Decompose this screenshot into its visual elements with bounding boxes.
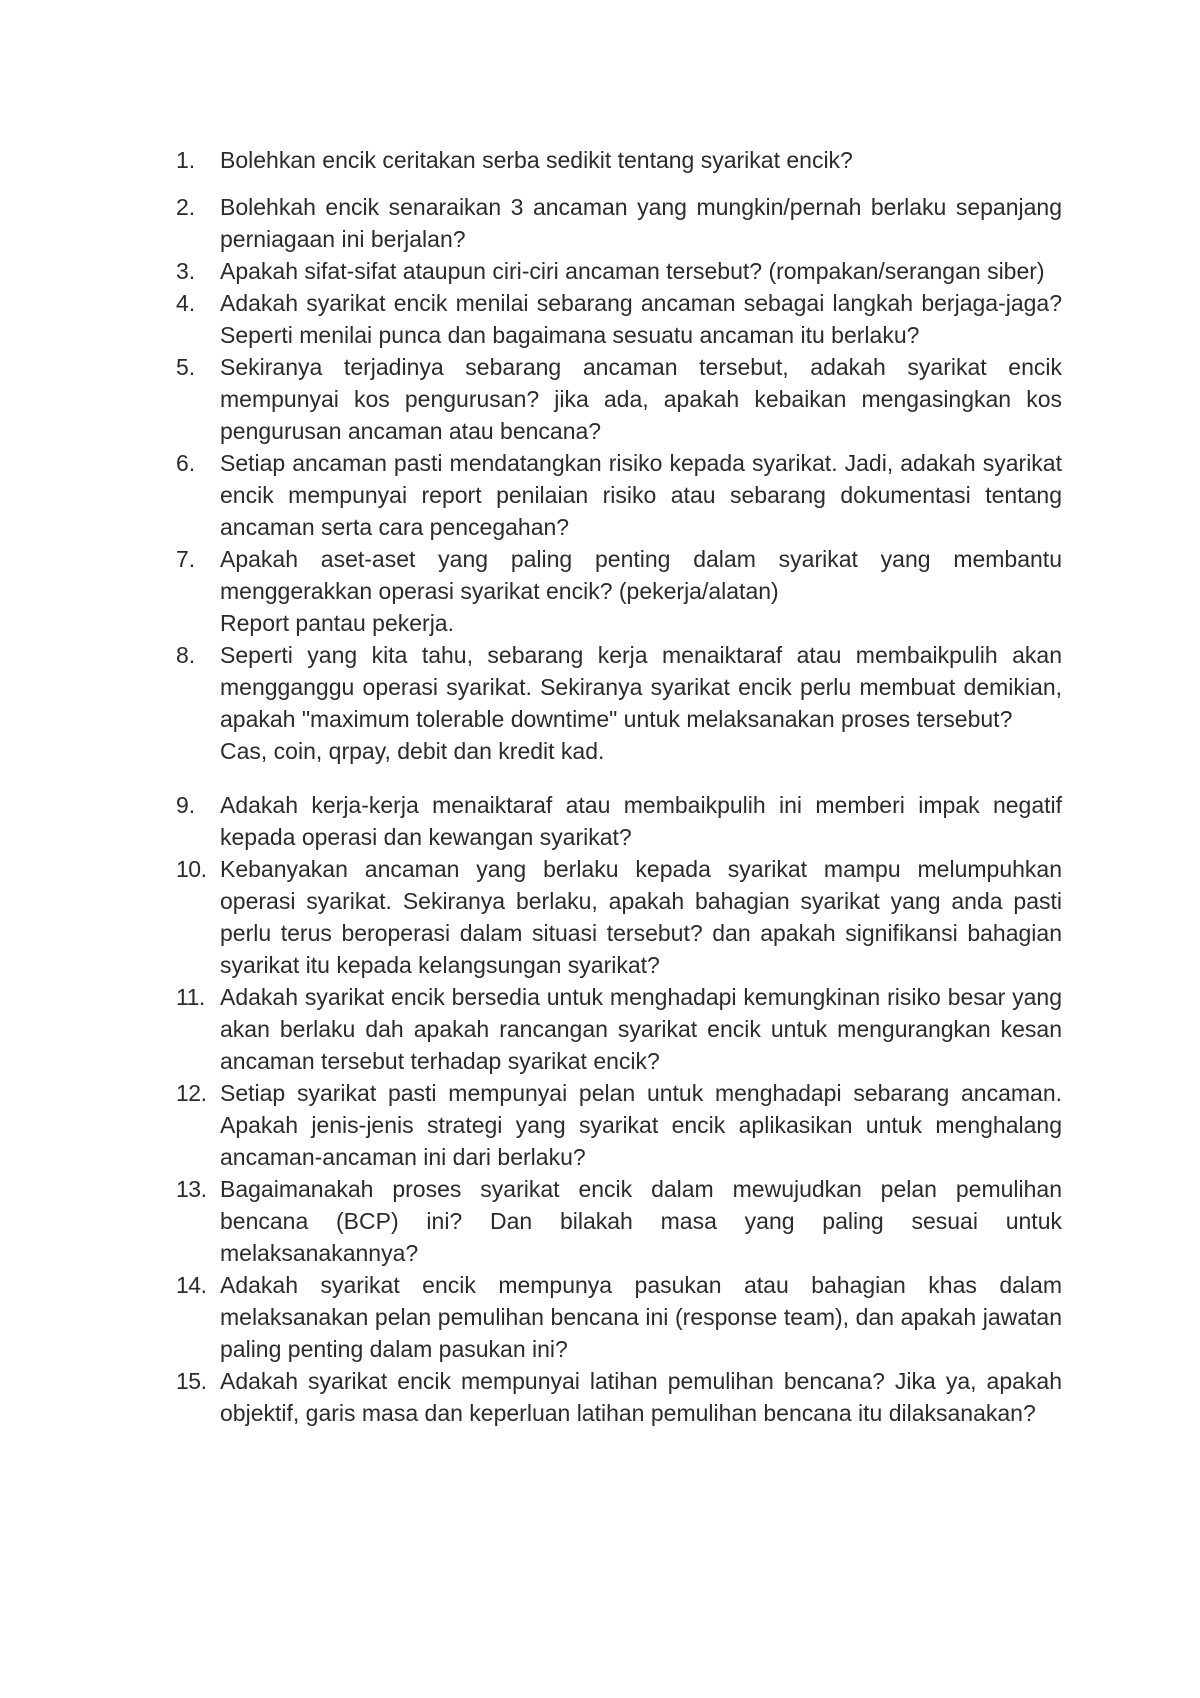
question-text: Setiap ancaman pasti mendatangkan risiko kepada syarikat. Jadi, adakah syarikat encik mempunyai report penilaian risiko atau sebarang dokumentasi tentang ancaman serta cara pencegahan? (220, 450, 1062, 540)
question-item-9 (176, 789, 1062, 853)
question-item-14 (176, 1269, 1062, 1365)
question-number: 8. (176, 642, 196, 668)
question-text: Bagaimanakah proses syarikat encik dalam mewujudkan pelan pemulihan bencana (BCP) ini? Dan bilakah masa yang paling sesuai untuk melaksanakannya? (220, 1176, 1062, 1266)
question-item-15 (176, 1365, 1062, 1429)
question-item-3 (176, 255, 1062, 287)
question-list (176, 144, 1062, 1429)
question-text: Kebanyakan ancaman yang berlaku kepada syarikat mampu melumpuhkan operasi syarikat. Sekiranya berlaku, apakah bahagian syarikat yang anda pasti perlu terus beroperasi dalam situasi tersebut? dan apakah signifikansi bahagian syarikat itu kepada kelangsungan syarikat? (220, 856, 1062, 978)
question-number: 12. (176, 1080, 207, 1106)
question-number: 2. (176, 194, 196, 220)
question-number: 10. (176, 856, 207, 882)
answer-note: Report pantau pekerja. (220, 610, 454, 636)
question-text: Adakah kerja-kerja menaiktaraf atau membaikpulih ini memberi impak negatif kepada operasi dan kewangan syarikat? (220, 792, 1062, 850)
answer-note: Cas, coin, qrpay, debit dan kredit kad. (220, 738, 605, 764)
question-item-5 (176, 351, 1062, 447)
question-item-13 (176, 1173, 1062, 1269)
question-number: 1. (176, 147, 196, 173)
question-text: Adakah syarikat encik mempunya pasukan atau bahagian khas dalam melaksanakan pelan pemulihan bencana ini (response team), dan apakah jawatan paling penting dalam pasukan ini? (220, 1272, 1062, 1362)
question-item-7 (176, 543, 1062, 639)
question-number: 3. (176, 258, 196, 284)
question-number: 7. (176, 546, 196, 572)
question-number: 4. (176, 290, 196, 316)
question-text: Apakah aset-aset yang paling penting dalam syarikat yang membantu menggerakkan operasi syarikat encik? (pekerja/alatan) (220, 546, 1062, 604)
question-text: Apakah sifat-sifat ataupun ciri-ciri ancaman tersebut? (rompakan/serangan siber) (220, 258, 1045, 284)
question-number: 11. (176, 984, 205, 1010)
question-item-8 (176, 639, 1062, 767)
question-item-4 (176, 287, 1062, 351)
question-text: Adakah syarikat encik bersedia untuk menghadapi kemungkinan risiko besar yang akan berlaku dah apakah rancangan syarikat encik untuk mengurangkan kesan ancaman tersebut terhadap syarikat encik? (220, 984, 1062, 1074)
question-item-1 (176, 144, 1062, 176)
question-text: Bolehkah encik senaraikan 3 ancaman yang mungkin/pernah berlaku sepanjang perniagaan ini berjalan? (220, 194, 1062, 252)
question-text: Sekiranya terjadinya sebarang ancaman tersebut, adakah syarikat encik mempunyai kos pengurusan? jika ada, apakah kebaikan mengasingkan kos pengurusan ancaman atau bencana? (220, 354, 1062, 444)
question-number: 13. (176, 1176, 207, 1202)
question-text: Adakah syarikat encik mempunyai latihan pemulihan bencana? Jika ya, apakah objektif, garis masa dan keperluan latihan pemulihan bencana itu dilaksanakan? (220, 1368, 1062, 1426)
question-item-10 (176, 853, 1062, 981)
question-text: Setiap syarikat pasti mempunyai pelan untuk menghadapi sebarang ancaman. Apakah jenis-jenis strategi yang syarikat encik aplikasikan untuk menghalang ancaman-ancaman ini dari berlaku? (220, 1080, 1062, 1170)
question-number: 9. (176, 792, 196, 818)
question-number: 14. (176, 1272, 207, 1298)
question-text: Seperti yang kita tahu, sebarang kerja menaiktaraf atau membaikpulih akan mengganggu operasi syarikat. Sekiranya syarikat encik perlu membuat demikian, apakah "maximum tolerable downtime" untuk melaksanakan proses tersebut? (220, 642, 1062, 732)
question-text: Bolehkan encik ceritakan serba sedikit tentang syarikat encik? (220, 147, 853, 173)
question-item-11 (176, 981, 1062, 1077)
question-number: 5. (176, 354, 196, 380)
question-item-6 (176, 447, 1062, 543)
question-text: Adakah syarikat encik menilai sebarang ancaman sebagai langkah berjaga-jaga? Seperti menilai punca dan bagaimana sesuatu ancaman itu berlaku? (220, 290, 1062, 348)
question-item-2 (176, 191, 1062, 255)
question-number: 6. (176, 450, 196, 476)
question-number: 15. (176, 1368, 207, 1394)
question-item-12 (176, 1077, 1062, 1173)
